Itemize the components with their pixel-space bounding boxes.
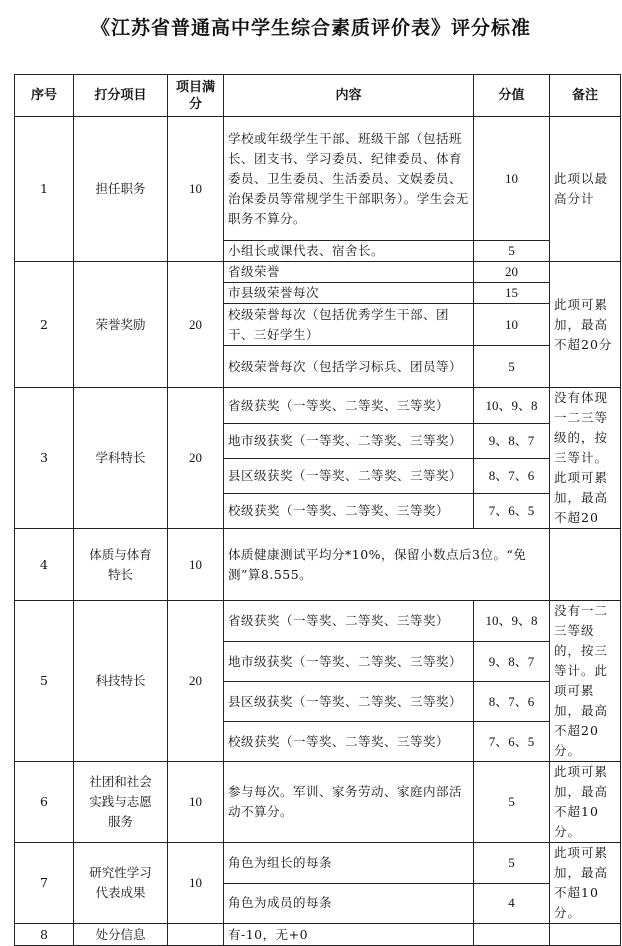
row-no: 5 — [15, 601, 74, 762]
row-no: 4 — [15, 529, 74, 601]
row-score: 10、9、8 — [474, 601, 550, 642]
row-score: 15 — [474, 283, 550, 304]
row-score: 8、7、6 — [474, 459, 550, 494]
row-full — [168, 924, 224, 946]
row-score: 8、7、6 — [474, 682, 550, 722]
row-content: 参与每次。军训、家务劳动、家庭内部活动不算分。 — [224, 762, 474, 843]
scoring-table — [14, 74, 621, 946]
row-score: 5 — [474, 241, 550, 262]
row-score: 4 — [474, 883, 550, 924]
row-item: 荣誉奖励 — [74, 262, 168, 388]
row-item: 研究性学习代表成果 — [74, 843, 168, 924]
header-row — [15, 75, 621, 117]
row-item: 学科特长 — [74, 388, 168, 529]
row-score: 5 — [474, 843, 550, 884]
table-row — [15, 601, 621, 642]
row-full: 10 — [168, 762, 224, 843]
header-note: 备注 — [550, 75, 621, 117]
row-item: 处分信息 — [74, 924, 168, 946]
header-item: 打分项目 — [74, 75, 168, 117]
table-row — [15, 924, 621, 946]
header-content: 内容 — [224, 75, 474, 117]
row-note: 此项可累加，最高不超10分。 — [550, 843, 621, 924]
row-content: 角色为组长的每条 — [224, 843, 474, 884]
row-full: 20 — [168, 601, 224, 762]
row-item: 科技特长 — [74, 601, 168, 762]
header-full: 项目满分 — [168, 75, 224, 117]
row-score: 10 — [474, 117, 550, 241]
row-note: 此项可累加，最高不超10分。 — [550, 762, 621, 843]
table-row — [15, 117, 621, 241]
row-content: 校级获奖（一等奖、二等奖、三等奖） — [224, 722, 474, 762]
row-full: 10 — [168, 529, 224, 601]
row-content: 校级荣誉每次（包括优秀学生干部、团干、三好学生） — [224, 304, 474, 346]
row-no: 8 — [15, 924, 74, 946]
row-no: 1 — [15, 117, 74, 262]
row-content: 小组长或课代表、宿舍长。 — [224, 241, 474, 262]
header-no: 序号 — [15, 75, 74, 117]
row-no: 6 — [15, 762, 74, 843]
row-content: 有-10，无+0 — [224, 924, 474, 946]
row-content: 学校或年级学生干部、班级干部（包括班长、团支书、学习委员、纪律委员、体育委员、卫生委员、生活委员、文娱委员、治保委员等常规学生干部职务）。学生会无职务不算分。 — [224, 117, 474, 241]
row-full: 10 — [168, 843, 224, 924]
row-score: 9、8、7 — [474, 424, 550, 459]
row-item: 体质与体育特长 — [74, 529, 168, 601]
row-score: 5 — [474, 346, 550, 388]
row-content: 角色为成员的每条 — [224, 883, 474, 924]
row-note: 没有一二三等级的，按三等计。此项可累加，最高不超20分。 — [550, 601, 621, 762]
row-content: 校级获奖（一等奖、二等奖、三等奖） — [224, 494, 474, 529]
row-content: 省级荣誉 — [224, 262, 474, 283]
row-note: 此项以最高分计 — [550, 117, 621, 262]
row-note: 没有体现一二三等级的，按三等计。此项可累加，最高不超20 — [550, 388, 621, 529]
row-content: 省级获奖（一等奖、二等奖、三等奖） — [224, 388, 474, 424]
row-score: 7、6、5 — [474, 494, 550, 529]
table-row — [15, 762, 621, 843]
row-content: 县区级获奖（一等奖、二等奖、三等奖） — [224, 459, 474, 494]
row-score: 9、8、7 — [474, 642, 550, 682]
row-score — [474, 924, 550, 946]
table-row — [15, 262, 621, 283]
row-score: 10、9、8 — [474, 388, 550, 424]
row-no: 2 — [15, 262, 74, 388]
table-row — [15, 388, 621, 424]
row-content: 市县级荣誉每次 — [224, 283, 474, 304]
row-score: 5 — [474, 762, 550, 843]
row-no: 3 — [15, 388, 74, 529]
row-score: 20 — [474, 262, 550, 283]
table-row — [15, 843, 621, 884]
header-score: 分值 — [474, 75, 550, 117]
row-score: 7、6、5 — [474, 722, 550, 762]
row-item: 担任职务 — [74, 117, 168, 262]
row-content: 省级获奖（一等奖、二等奖、三等奖） — [224, 601, 474, 642]
row-content: 地市级获奖（一等奖、二等奖、三等奖） — [224, 642, 474, 682]
row-no: 7 — [15, 843, 74, 924]
row-note — [550, 529, 621, 601]
row-score: 10 — [474, 304, 550, 346]
page-title: 《江苏省普通高中学生综合素质评价表》评分标准 — [90, 17, 531, 39]
row-content: 体质健康测试平均分*10%，保留小数点后3位。“免测”算8.555。 — [224, 529, 550, 601]
row-content: 校级荣誉每次（包括学习标兵、团员等） — [224, 346, 474, 388]
row-note — [550, 924, 621, 946]
row-item: 社团和社会实践与志愿服务 — [74, 762, 168, 843]
row-content: 县区级获奖（一等奖、二等奖、三等奖） — [224, 682, 474, 722]
row-full: 10 — [168, 117, 224, 262]
row-full: 20 — [168, 388, 224, 529]
row-content: 地市级获奖（一等奖、二等奖、三等奖） — [224, 424, 474, 459]
row-full: 20 — [168, 262, 224, 388]
table-row — [15, 529, 621, 601]
row-note: 此项可累加，最高不超20分 — [550, 262, 621, 388]
